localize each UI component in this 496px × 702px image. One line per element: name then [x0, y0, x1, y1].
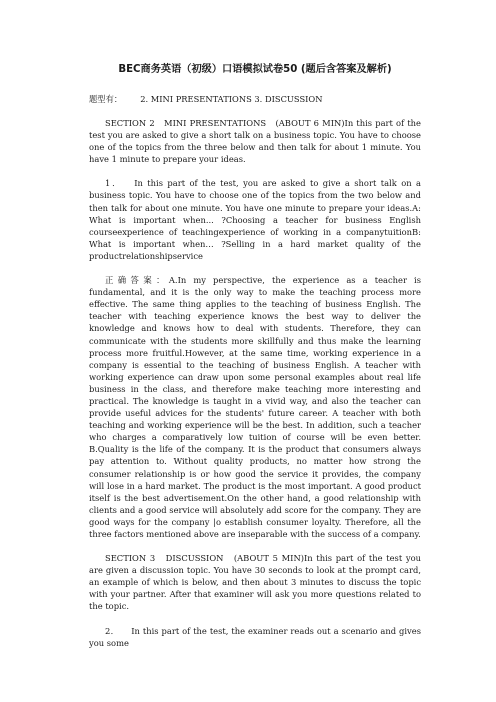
- question-types: [89, 93, 421, 105]
- answer-label: 正确答案：: [105, 275, 169, 286]
- question-1-number: 1．: [105, 178, 123, 189]
- section2-intro: SECTION 2 MINI PRESENTATIONS (ABOUT 6 MIN)In this part of the test you are asked to give a short talk on a business topic. You have to choose one of the topics from the three below and then talk for about 1 minute. You have 1 minute to prepare your ideas.: [89, 118, 421, 165]
- question-1-text: In this part of the test, you are asked to give a short talk on a business topic. You have to choose one of the topics from the two below and then talk for about one minute. You have one minute to prepare your ideas.A: What is important when... ?Choosing a teacher for business English courseexperience of teachingexperience of working in a companytuitionB: What is important when… ?Selling in a hard market quality of the productrelationshipservice: [89, 178, 421, 261]
- section3-intro: SECTION 3 DISCUSSION (ABOUT 5 MIN)In this part of the test you are given a discussion topic. You have 30 seconds to look at the prompt card, an example of which is below, and then about 3 minutes to discuss the topic with your partner. After that examiner will ask you more questions related to the topic.: [89, 553, 421, 612]
- question-types-value: 2. MINI PRESENTATIONS 3. DISCUSSION: [140, 94, 323, 104]
- question-2-number: 2．: [105, 625, 120, 636]
- question-types-label: 题型有：: [89, 94, 123, 104]
- answer-1: [89, 274, 421, 540]
- answer-text: A.In my perspective, the experience as a teacher is fundamental, and it is the only way to make the teaching process more effective. The same thing applies to the teaching of business English. The teacher with teaching experience knows the best way to deliver the knowledge and knows how to deal with students. Therefore, they can communicate with the students more skillfully and thus make the learning process more fruitful.However, at the same time, working experience in a company is essential to the teaching of business English. A teacher with working experience can draw upon some personal examples about real life business in the class, and therefore make teaching more interesting and practical. The knowledge is taught in a vivid way, and also the teacher can provide useful advices for the students' future career. A teacher with both teaching and working experience will be the best. In addition, such a teacher who charges a comparatively low tuition of course will be even better. B.Quality is the life of the company. It is the product that consumers always pay attention to. Without quality products, no matter how strong the consumer relationship is or how good the service it provides, the company will lose in a hard market. The product is the most important. A good product itself is the best advertisement.On the other hand, a good relationship with clients and a good service will absolutely add score for the company. They are good ways for the company |o establish consumer loyalty. Therefore, all the three factors mentioned above are inseparable with the success of a company.: [89, 275, 422, 539]
- question-2-text: In this part of the test, the examiner reads out a scenario and gives you some: [89, 625, 421, 648]
- question-2: [89, 625, 421, 649]
- question-1: [89, 177, 421, 262]
- document-page: [89, 60, 421, 661]
- document-title: BEC商务英语（初级）口语模拟试卷50 (题后含答案及解析): [118, 64, 392, 75]
